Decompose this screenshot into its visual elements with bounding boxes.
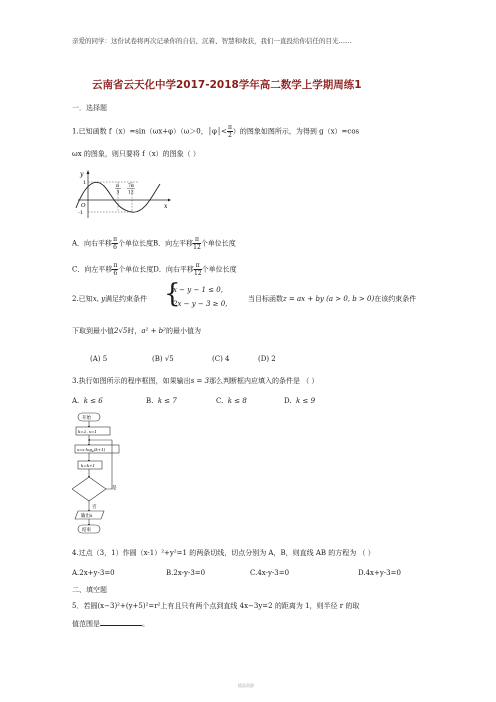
q1-opt-c-text: C．向左平移 (72, 265, 113, 274)
q2-expr: a² + b² (141, 327, 166, 335)
frac-den: 6 (113, 244, 117, 251)
q2-stem-b (248, 294, 416, 304)
q3-output-value: s = 3 (190, 377, 210, 385)
page-title: 云南省云天化中学2017-2018学年高二数学上学期周练1 (92, 79, 362, 91)
q1-stem-line2: ωx 的图象，则只要将 f（x）的图象（ ） (72, 150, 200, 158)
tick2-den: 12 (128, 190, 134, 196)
q2-brace: { (164, 279, 181, 309)
flow-start-label: 开始 (82, 416, 91, 421)
q1-stem-line1 (72, 124, 359, 139)
q4-option-b: B.2x-y-3=0 (166, 569, 206, 577)
x-axis-arrow-icon (168, 199, 171, 202)
q3-option-c (216, 396, 247, 406)
flow-no-label: 否 (92, 505, 97, 510)
opt-letter: C. (216, 397, 224, 405)
q3-stem-a: 3.执行如图所示的程序框图，如果输出 (72, 377, 191, 385)
assign-tail: (k+1) (93, 447, 106, 452)
section-fill-heading: 二、填空题 (72, 586, 107, 594)
q1-opt-d-text: 个单位长度D．向右平移 (118, 265, 194, 274)
q2-option-b: (B) √5 (152, 355, 174, 363)
q2-target-expr: z = ax + by (a > 0, b > 0) (283, 295, 375, 303)
frac-num: π (195, 236, 199, 243)
frac-num: π (195, 262, 200, 269)
opt-value: k ≤ 6 (83, 397, 103, 405)
q1-opt-b-frac (193, 236, 201, 251)
y-axis-arrow-icon (87, 170, 90, 174)
opt-value: k ≤ 8 (227, 397, 247, 405)
q2-constraint-1: x − y − 1 ≤ 0, (173, 286, 223, 294)
frac-num: π (113, 262, 118, 269)
flow-output-label: 输出s (81, 514, 93, 519)
opt-value: k ≤ 9 (296, 397, 316, 405)
q3-option-d (284, 396, 315, 406)
q2-target-intro: 当目标函数 (248, 295, 283, 303)
q1-stem-b: ）的图象如图所示，为得到 g（x）=cos (232, 127, 360, 136)
q2-line2 (72, 326, 201, 336)
q1-options-cd (72, 262, 237, 277)
q2-min-value: 2√5 (114, 327, 128, 335)
q5-line2 (72, 617, 149, 629)
q5-line2-tail: 。 (142, 620, 149, 628)
section-choice-heading: 一．选择题 (72, 104, 107, 112)
q4-stem: 4.过点（3，1）作圆（x-1）²+y²=1 的两条切线，切点分别为 A，B，则直线 AB 的方程为 （ ） (72, 549, 375, 557)
q2-option-d: (D) 2 (258, 355, 276, 363)
flow-increment-label: k=k+1 (81, 463, 96, 468)
tick2-num: 7π (128, 184, 134, 189)
q1-sine-graph (72, 168, 172, 222)
frac-den: 12 (193, 270, 202, 277)
tick1-num: π (116, 184, 119, 189)
q2-min-intro: 下取到最小值 (72, 327, 114, 335)
q4-option-a: A.2x+y-3=0 (72, 569, 115, 577)
q4-option-c: C.4x-y-3=0 (250, 569, 290, 577)
encouragement-notice: 亲爱的同学：这份试卷将再次记录你的自信、沉着、智慧和收获，我们一直投给你信任的目光…… (72, 37, 352, 45)
frac-num: π (113, 236, 118, 243)
x-label: x (164, 203, 168, 210)
flow-yes-label: 是 (112, 486, 117, 491)
q4-option-d: D.4x+y-3=0 (358, 569, 401, 577)
q1-opt-b-tail: 个单位长度 (200, 239, 236, 248)
q2-vars: x, y (92, 295, 106, 303)
q2-question: 的最小值为 (165, 327, 201, 335)
q1-opt-d-frac (194, 262, 202, 277)
tick1-den: 3 (116, 190, 120, 196)
opt-letter: D. (284, 397, 292, 405)
frac-den: 12 (193, 244, 201, 251)
q2-constraint-intro: 满足约束条件 (105, 295, 148, 303)
flow-end-label: 结束 (82, 528, 91, 533)
frac-den: 2 (228, 132, 232, 139)
q3-option-b (146, 396, 177, 406)
flow-init-label: k=2, s=1 (78, 429, 97, 434)
q2-min-tail: 时， (127, 327, 142, 335)
q5-line1: 5．若圆(x−3)²+(y+5)²=r²上有且只有两个点到直线 4x−3y=2 的距离为 1，则半径 r 的取 (72, 602, 360, 610)
frac-den: 6 (113, 270, 118, 277)
assign-main: s=s·log (77, 447, 92, 452)
opt-letter: B. (146, 397, 154, 405)
neg-one-label: -1 (78, 210, 83, 216)
q2-constraint-2: 2x − y − 3 ≥ 0, (173, 300, 228, 308)
q3-stem-b: 那么判断框内应填入的条件是 （ ） (209, 377, 319, 385)
q2-target-tail: 在该约束条件 (374, 295, 417, 303)
opt-letter: A. (72, 397, 80, 405)
q1-stem-a: 1.已知函数 f（x）=sin（ωx+φ）（ω＞0，│φ│< (72, 127, 227, 136)
assign-sub: k (91, 449, 94, 454)
q5-line2-text: 值范围是 (72, 620, 100, 628)
q2-stem-a (72, 294, 147, 304)
q1-options-ab (72, 236, 236, 251)
q5-answer-blank[interactable] (100, 617, 142, 626)
q2-prefix: 2.已知 (72, 295, 93, 303)
q2-option-c: (C) 4 (212, 355, 230, 363)
flow-decision-node (72, 477, 106, 501)
y-label: y (80, 171, 84, 178)
q3-stem (72, 376, 319, 386)
q1-opt-d-tail: 个单位长度 (201, 265, 237, 274)
frac-num: π (227, 124, 232, 131)
opt-value: k ≤ 7 (157, 397, 177, 405)
origin-label: O (81, 203, 86, 209)
one-label: 1 (83, 180, 87, 186)
q3-option-a (72, 396, 103, 406)
q1-opt-a-text: A．向右平移 (72, 239, 113, 248)
q3-flowchart (72, 412, 142, 542)
q1-opt-b-text: 个单位长度B．向左平移 (118, 239, 194, 248)
q2-option-a: (A) 5 (90, 355, 108, 363)
page-footer: 精品资源 (238, 683, 254, 688)
